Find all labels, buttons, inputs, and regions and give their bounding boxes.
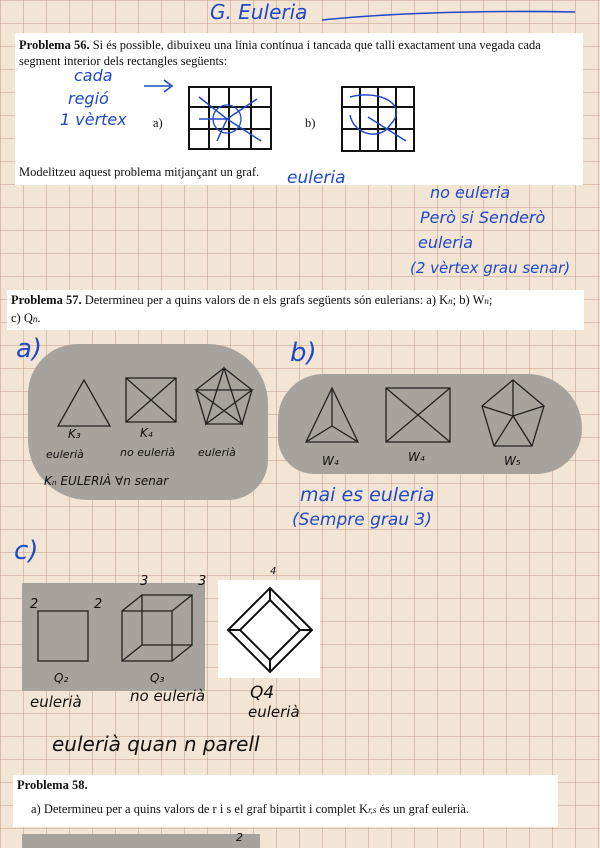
problem-56-label: Problema 56.	[19, 38, 90, 52]
w4-label: W₄	[322, 454, 339, 468]
qn-note: eulerià quan n parell	[52, 732, 260, 756]
w5-label: W₅	[504, 454, 521, 468]
k4-label: K₄	[140, 426, 153, 440]
problem-57-statement: Problema 57. Determineu per a quins valors de n els grafs següents són eulerians: a) Kn; b) Wn;	[11, 293, 493, 307]
problem-56-text: Si és possible, dibuixeu una línia contínua i tancada que talli exactament una vegada cada segment interior dels rectangles següents:	[19, 38, 541, 68]
note-regio: regió	[68, 89, 109, 108]
q-graphs-panel	[22, 583, 205, 691]
note-b-line-1: no euleria	[430, 183, 511, 202]
kn-note: Kₙ EULERIÀ ∀n senar	[44, 474, 169, 488]
k-graphs-panel	[28, 344, 268, 500]
model-text: Modelitzeu aquest problema mitjançant un graf.	[19, 165, 260, 179]
note-b-line-2: Però si Senderò	[420, 208, 546, 227]
part-b-label: b)	[305, 116, 316, 130]
note-b-line-4: (2 vèrtex grau senar)	[410, 259, 571, 277]
k3-graph	[54, 378, 114, 434]
problem-58-part-a: a) Determineu per a quins valors de r i s el graf bipartit i complet Kr,s és un graf eulerià.	[31, 802, 469, 816]
section-c-label: c)	[14, 536, 39, 566]
k4-note: no eulerià	[120, 446, 176, 459]
q2-label: Q₂	[54, 671, 69, 685]
q4-degree: 4	[270, 566, 277, 577]
rectangle-b-diagram	[340, 85, 430, 157]
note-euleria-a: euleria	[287, 168, 346, 188]
w-graphs-panel	[278, 374, 582, 474]
section-a-label: a)	[16, 334, 43, 364]
q4-panel	[218, 580, 320, 678]
w5-graph	[478, 378, 548, 450]
rectangle-a-diagram	[187, 85, 277, 157]
w-note-line-2: (Sempre grau 3)	[292, 510, 432, 530]
q2-note: eulerià	[30, 693, 82, 711]
k4-graph	[124, 376, 180, 426]
w-mid-label: W₄	[408, 450, 425, 464]
q3-degree-top: 3	[140, 574, 149, 589]
problem-57-label: Problema 57.	[11, 293, 82, 307]
w4-graph	[302, 386, 362, 446]
problem-58-panel	[13, 775, 558, 827]
w-note-line-1: mai es euleria	[300, 484, 435, 506]
note-vertex: 1 vèrtex	[60, 110, 127, 129]
q2-graph	[36, 609, 92, 665]
q2-degree-right: 2	[94, 597, 103, 612]
problem-58-label: Problema 58.	[17, 778, 88, 792]
section-b-label: b)	[290, 338, 317, 368]
q3-note: no eulerià	[130, 687, 206, 705]
part-a-label: a)	[153, 116, 163, 130]
q4-graph	[226, 586, 314, 674]
note-cada: cada	[74, 66, 113, 85]
problem-56-panel	[15, 33, 583, 185]
header-underline	[320, 6, 580, 26]
k5-graph	[192, 366, 256, 428]
note-arrow-icon	[142, 76, 178, 96]
q4-note: eulerià	[248, 703, 300, 721]
k3-note: eulerià	[46, 448, 84, 461]
bottom-degree: 2	[236, 831, 243, 844]
problem-57-line-2: c) Qn.	[11, 311, 41, 325]
w-mid-graph	[384, 386, 454, 446]
q3-degree-top-right: 3	[198, 574, 207, 589]
header-note: G. Euleria	[210, 0, 308, 24]
q2-degree: 2	[30, 597, 39, 612]
problem-57-panel	[7, 290, 584, 330]
problem-56-statement	[19, 37, 579, 69]
k3-label: K₃	[68, 427, 81, 441]
q3-label: Q₃	[150, 671, 165, 685]
bottom-panel	[22, 834, 260, 848]
q3-graph	[118, 591, 198, 667]
q4-label: Q4	[250, 683, 275, 703]
k5-note: eulerià	[198, 446, 236, 459]
note-b-line-3: euleria	[418, 233, 474, 252]
